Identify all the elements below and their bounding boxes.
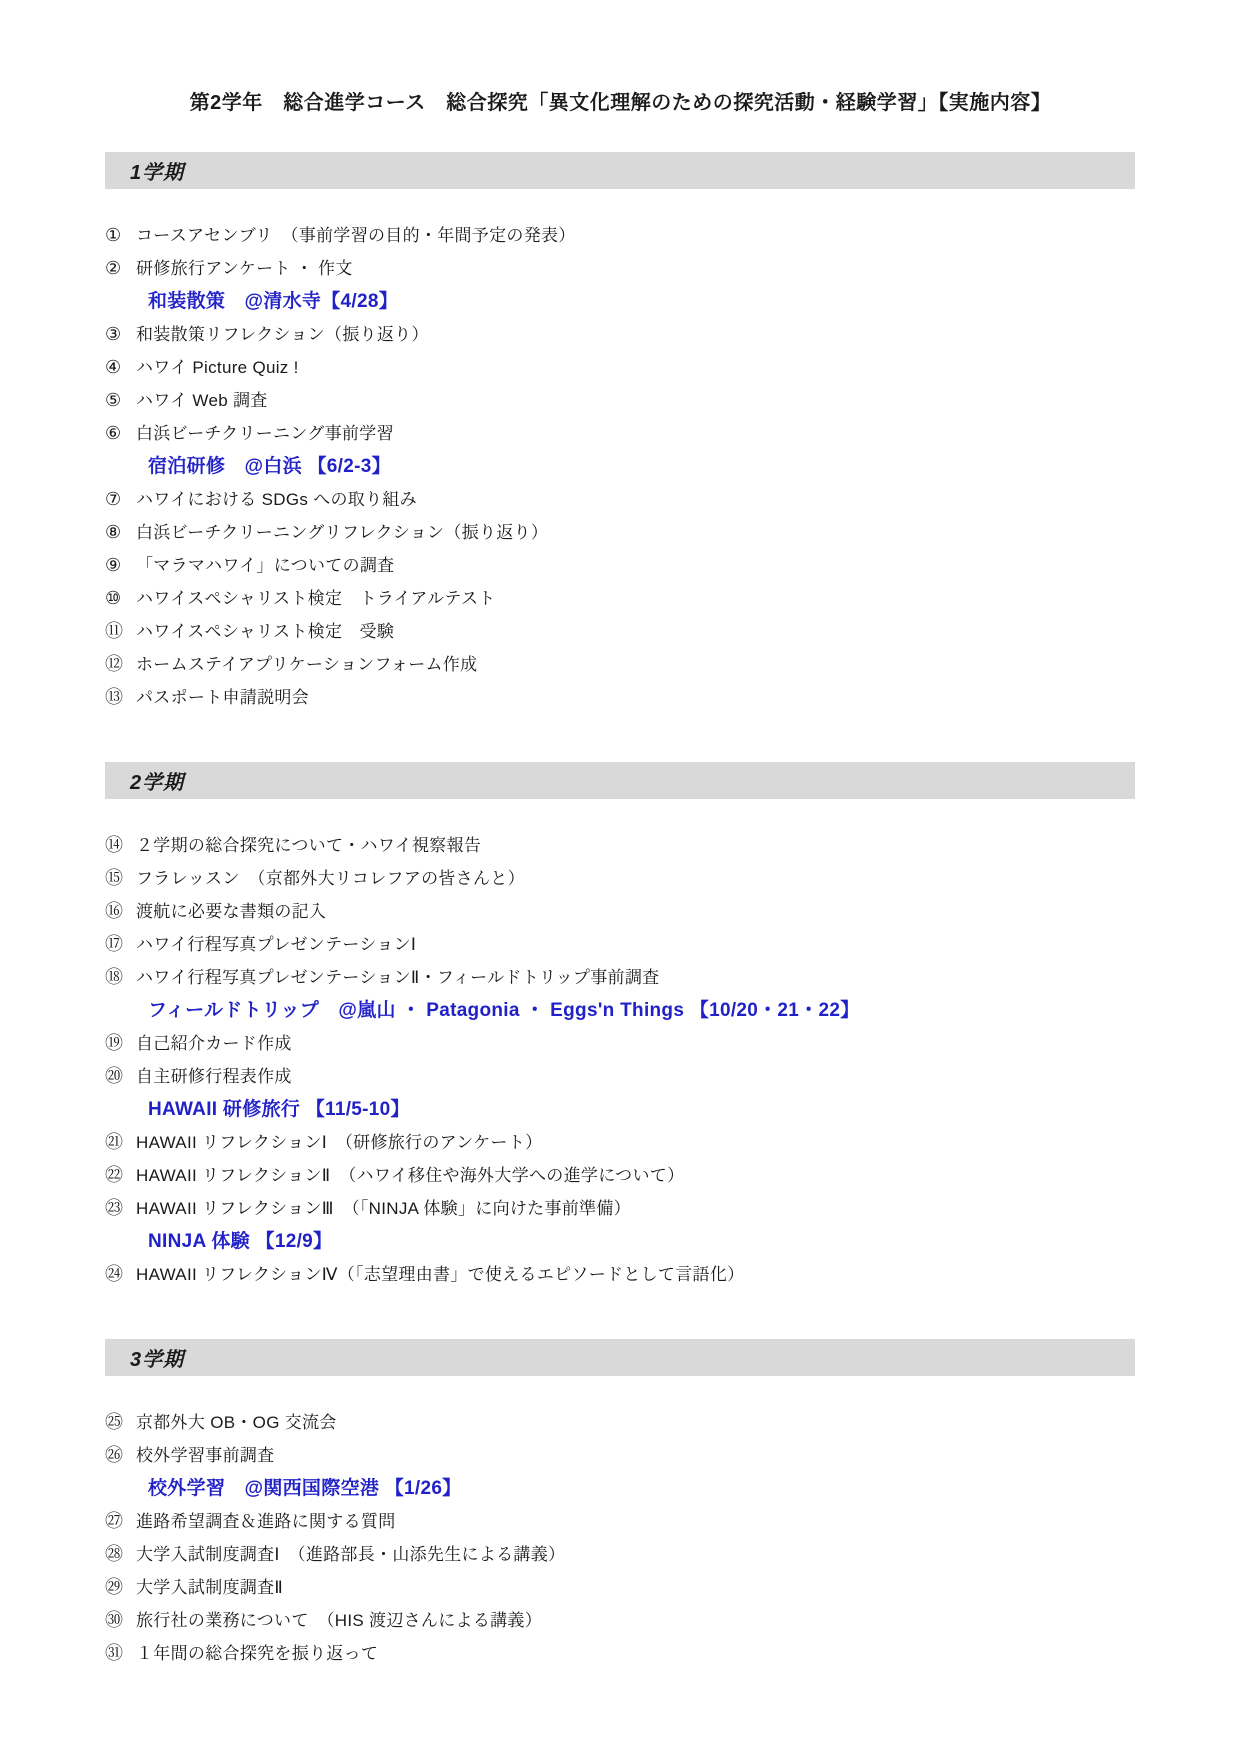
- item-list: [105, 1406, 1135, 1670]
- list-item: [105, 1637, 1135, 1670]
- list-item: [105, 219, 1135, 252]
- item-number: ㉚: [105, 1610, 123, 1630]
- list-item: [105, 615, 1135, 648]
- list-item: [105, 1406, 1135, 1439]
- item-text: １年間の総合探究を振り返って: [136, 1644, 379, 1663]
- event-highlight-text: HAWAII 研修旅行 【11/5-10】: [148, 1099, 410, 1120]
- list-item: [105, 1439, 1135, 1472]
- event-highlight-text: 和装散策 @清水寺【4/28】: [148, 291, 399, 312]
- section-header-bar: [105, 152, 1135, 189]
- event-highlight: [105, 1472, 1135, 1505]
- item-text: HAWAII リフレクションⅡ （ハワイ移住や海外大学への進学について）: [136, 1166, 685, 1185]
- item-list: [105, 219, 1135, 714]
- list-item: [105, 928, 1135, 961]
- list-item: [105, 862, 1135, 895]
- item-number: ⑮: [105, 868, 123, 888]
- list-item: [105, 1027, 1135, 1060]
- item-text: コースアセンブリ （事前学習の目的・年間予定の発表）: [136, 226, 576, 245]
- item-number: ⑧: [105, 522, 122, 542]
- item-number: ㉗: [105, 1511, 123, 1531]
- event-highlight-text: 宿泊研修 @白浜 【6/2-3】: [148, 456, 391, 477]
- item-text: 京都外大 OB・OG 交流会: [136, 1413, 337, 1432]
- item-text: HAWAII リフレクションⅣ（「志望理由書」で使えるエピソードとして言語化）: [136, 1265, 745, 1284]
- list-item: [105, 384, 1135, 417]
- term-section: [105, 152, 1135, 714]
- item-text: ハワイ行程写真プレゼンテーションⅡ・フィールドトリップ事前調査: [136, 968, 660, 987]
- event-highlight: [105, 450, 1135, 483]
- item-number: ⑪: [105, 621, 123, 641]
- item-number: ⑳: [105, 1066, 123, 1086]
- item-text: HAWAII リフレクションⅢ （「NINJA 体験」に向けた事前準備）: [136, 1199, 631, 1218]
- item-number: ㉙: [105, 1577, 123, 1597]
- item-text: フラレッスン （京都外大リコレフアの皆さんと）: [136, 869, 525, 888]
- item-number: ⑭: [105, 835, 123, 855]
- item-number: ㉒: [105, 1165, 123, 1185]
- item-text: 大学入試制度調査Ⅰ （進路部長・山添先生による講義）: [136, 1545, 566, 1564]
- item-number: ⑤: [105, 390, 122, 410]
- section-header-bar: [105, 1339, 1135, 1376]
- item-text: ２学期の総合探究について・ハワイ視察報告: [136, 836, 482, 855]
- list-item: [105, 483, 1135, 516]
- item-text: 白浜ビーチクリーニングリフレクション（振り返り）: [136, 523, 549, 542]
- list-item: [105, 681, 1135, 714]
- section-header-bar: [105, 762, 1135, 799]
- item-text: 和装散策リフレクション（振り返り）: [136, 325, 429, 344]
- item-number: ㉕: [105, 1412, 123, 1432]
- item-number: ③: [105, 324, 122, 344]
- event-highlight: [105, 994, 1135, 1027]
- list-item: [105, 1192, 1135, 1225]
- item-number: ⑦: [105, 489, 122, 509]
- list-item: [105, 318, 1135, 351]
- item-number: ⑱: [105, 967, 123, 987]
- item-text: 校外学習事前調査: [136, 1446, 275, 1465]
- item-number: ⑯: [105, 901, 123, 921]
- item-number: ⑫: [105, 654, 123, 674]
- item-number: ㉔: [105, 1264, 123, 1284]
- list-item: [105, 1505, 1135, 1538]
- item-number: ㉑: [105, 1132, 123, 1152]
- list-item: [105, 1538, 1135, 1571]
- list-item: [105, 417, 1135, 450]
- list-item: [105, 351, 1135, 384]
- event-highlight-text: 校外学習 @関西国際空港 【1/26】: [148, 1478, 462, 1499]
- item-text: ハワイスペシャリスト検定 トライアルテスト: [136, 589, 496, 608]
- item-text: 自主研修行程表作成: [136, 1067, 292, 1086]
- list-item: [105, 961, 1135, 994]
- item-text: 研修旅行アンケート ・ 作文: [136, 259, 353, 278]
- item-number: ㉛: [105, 1643, 123, 1663]
- item-text: ハワイ行程写真プレゼンテーションⅠ: [136, 935, 417, 954]
- list-item: [105, 895, 1135, 928]
- list-item: [105, 582, 1135, 615]
- item-text: ハワイにおける SDGs への取り組み: [136, 490, 417, 509]
- item-text: 渡航に必要な書類の記入: [136, 902, 327, 921]
- event-highlight: [105, 285, 1135, 318]
- sections-container: [105, 152, 1135, 1670]
- term-section: [105, 762, 1135, 1291]
- item-number: ④: [105, 357, 122, 377]
- item-number: ㉖: [105, 1445, 123, 1465]
- list-item: [105, 829, 1135, 862]
- item-text: 進路希望調査＆進路に関する質問: [136, 1512, 396, 1531]
- item-number: ②: [105, 258, 122, 278]
- event-highlight-text: フィールドトリップ @嵐山 ・ Patagonia ・ Eggs'n Things 【10/20・21・22】: [148, 1000, 860, 1021]
- item-number: ⑰: [105, 934, 123, 954]
- item-text: 自己紹介カード作成: [136, 1034, 292, 1053]
- event-highlight-text: NINJA 体験 【12/9】: [148, 1231, 333, 1252]
- item-text: ハワイ Web 調査: [136, 391, 268, 410]
- event-highlight: [105, 1225, 1135, 1258]
- list-item: [105, 1126, 1135, 1159]
- item-number: ⑥: [105, 423, 122, 443]
- item-text: 旅行社の業務について （HIS 渡辺さんによる講義）: [136, 1611, 543, 1630]
- section-header-label: 2学期: [130, 772, 185, 794]
- list-item: [105, 252, 1135, 285]
- list-item: [105, 648, 1135, 681]
- list-item: [105, 1571, 1135, 1604]
- list-item: [105, 1604, 1135, 1637]
- item-text: ホームステイアプリケーションフォーム作成: [136, 655, 478, 674]
- item-text: 白浜ビーチクリーニング事前学習: [136, 424, 394, 443]
- item-text: ハワイ Picture Quiz !: [136, 358, 299, 377]
- item-text: パスポート申請説明会: [136, 688, 309, 707]
- item-number: ㉘: [105, 1544, 123, 1564]
- item-number: ⑨: [105, 555, 122, 575]
- term-section: [105, 1339, 1135, 1670]
- item-text: HAWAII リフレクションⅠ （研修旅行のアンケート）: [136, 1133, 543, 1152]
- event-highlight: [105, 1093, 1135, 1126]
- list-item: [105, 1159, 1135, 1192]
- item-list: [105, 829, 1135, 1291]
- list-item: [105, 516, 1135, 549]
- list-item: [105, 1060, 1135, 1093]
- item-number: ㉓: [105, 1198, 123, 1218]
- item-text: ハワイスペシャリスト検定 受験: [136, 622, 395, 641]
- list-item: [105, 1258, 1135, 1291]
- section-header-label: 3学期: [130, 1349, 185, 1371]
- item-number: ①: [105, 225, 122, 245]
- item-number: ⑬: [105, 687, 123, 707]
- item-number: ⑲: [105, 1033, 123, 1053]
- item-text: 大学入試制度調査Ⅱ: [136, 1578, 284, 1597]
- document-title: 第2学年 総合進学コース 総合探究「異文化理解のための探究活動・経験学習」【実施内容】: [189, 92, 1052, 114]
- list-item: [105, 549, 1135, 582]
- section-header-label: 1学期: [130, 162, 185, 184]
- item-number: ⑩: [105, 588, 122, 608]
- item-text: 「マラマハワイ」についての調査: [136, 556, 395, 575]
